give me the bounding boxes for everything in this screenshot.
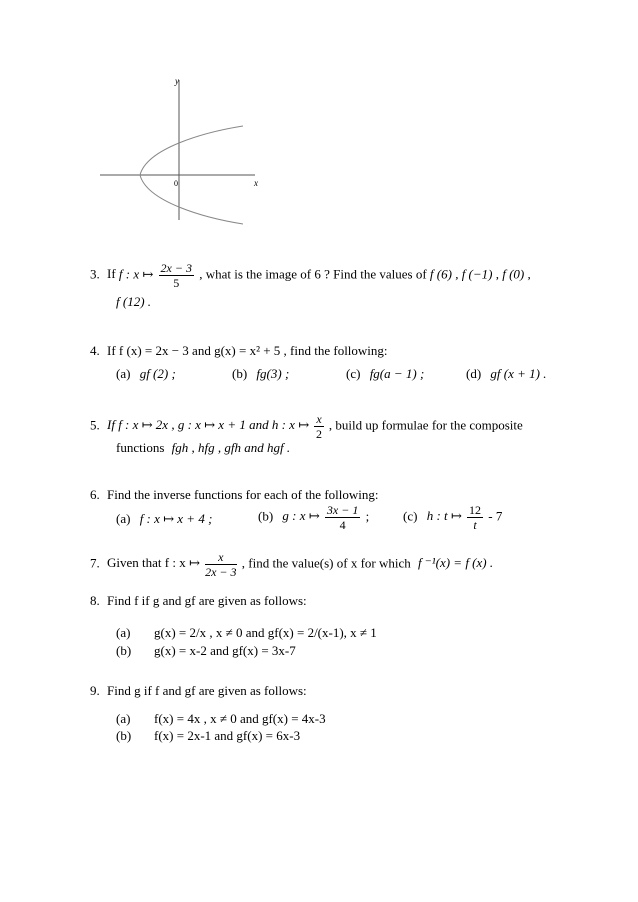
q6-c-label: (c) bbox=[403, 508, 418, 524]
q6-c-fraction bbox=[467, 504, 483, 531]
q6-a-label: (a) bbox=[116, 511, 131, 526]
q5-line2 bbox=[116, 440, 290, 456]
q4-part-label: (d) bbox=[466, 366, 482, 381]
q8-part-a bbox=[116, 625, 377, 641]
q4-part-expr: gf (2) ; bbox=[139, 366, 176, 381]
q9-part-b bbox=[116, 728, 301, 744]
q9-text: Find g if f and gf are given as follows: bbox=[107, 683, 307, 698]
q5-line2-b: fgh , hfg , gfh and hgf . bbox=[171, 440, 291, 455]
q7-fraction bbox=[205, 551, 236, 578]
q4-part-expr: fg(a − 1) ; bbox=[369, 366, 425, 381]
q4-part-d bbox=[466, 366, 546, 382]
q5-text-b: , build up formulae for the composite bbox=[328, 417, 523, 433]
question-9 bbox=[90, 683, 307, 699]
q4-part-label: (c) bbox=[346, 366, 361, 381]
q5-frac-den: 2 bbox=[316, 427, 322, 441]
q6-b-label: (b) bbox=[258, 508, 274, 524]
q6-b-suffix: ; bbox=[365, 508, 370, 524]
q6-c-num: 12 bbox=[469, 503, 482, 517]
q7-frac-num: x bbox=[205, 551, 236, 565]
q8-number: 8. bbox=[90, 593, 100, 608]
question-4 bbox=[90, 343, 388, 359]
q3-frac-den: 5 bbox=[173, 276, 180, 290]
q6-c-den: t bbox=[473, 518, 477, 532]
q4-part-b bbox=[232, 366, 289, 382]
q6-c-suffix: - 7 bbox=[488, 508, 503, 524]
q3-text-mid: , what is the image of 6 ? Find the values of bbox=[199, 266, 427, 282]
q9-part-label: (a) bbox=[116, 711, 131, 726]
q9-part-label: (b) bbox=[116, 728, 132, 743]
q5-line2-a: functions bbox=[116, 440, 165, 455]
question-8 bbox=[90, 593, 307, 609]
q6-text: Find the inverse functions for each of the following: bbox=[107, 487, 379, 502]
q4-part-label: (b) bbox=[232, 366, 248, 381]
q4-text: If f (x) = 2x − 3 and g(x) = x² + 5 , find the following: bbox=[107, 343, 388, 358]
q7-text-b: , find the value(s) of x for which bbox=[241, 555, 411, 571]
y-axis-label: y bbox=[175, 76, 179, 86]
q3-if: If bbox=[107, 266, 116, 282]
q6-part-c bbox=[403, 504, 502, 531]
q6-b-den: 4 bbox=[339, 518, 346, 532]
q8-part-expr: g(x) = x-2 and gf(x) = 3x-7 bbox=[154, 643, 296, 658]
q3-values-line1: f (6) , f (−1) , f (0) , bbox=[429, 266, 531, 282]
question-3 bbox=[90, 262, 531, 289]
q6-b-prefix: g : x ↦ bbox=[282, 508, 320, 524]
q3-frac-num: 2x − 3 bbox=[160, 261, 192, 275]
q4-part-a bbox=[116, 366, 176, 382]
q7-frac-den: 2x − 3 bbox=[205, 565, 237, 579]
q3-number: 3. bbox=[90, 266, 100, 282]
q7-equation: f ⁻¹(x) = f (x) . bbox=[418, 555, 494, 571]
q5-text-a: If f : x ↦ 2x , g : x ↦ x + 1 and h : x ↦ bbox=[107, 417, 310, 433]
q6-b-fraction bbox=[325, 504, 360, 531]
question-7 bbox=[90, 551, 493, 578]
q6-a-expr: f : x ↦ x + 4 ; bbox=[139, 511, 213, 526]
q9-number: 9. bbox=[90, 683, 100, 698]
q3-values-line2: f (12) . bbox=[116, 294, 152, 309]
q7-text-a: Given that f : x ↦ bbox=[107, 555, 200, 571]
q3-f-map: f : x ↦ bbox=[118, 266, 154, 282]
q9-part-expr: f(x) = 2x-1 and gf(x) = 6x-3 bbox=[154, 728, 301, 743]
q5-fraction bbox=[314, 413, 323, 440]
q6-part-a bbox=[116, 511, 212, 527]
q7-number: 7. bbox=[90, 555, 100, 571]
q4-part-label: (a) bbox=[116, 366, 131, 381]
q8-part-b bbox=[116, 643, 296, 659]
q6-b-num: 3x − 1 bbox=[326, 503, 359, 517]
parabola-graph bbox=[95, 70, 280, 230]
q8-part-expr: g(x) = 2/x , x ≠ 0 and gf(x) = 2/(x-1), x ≠ 1 bbox=[154, 625, 377, 640]
q6-part-b bbox=[258, 504, 369, 531]
origin-label: 0 bbox=[174, 179, 178, 188]
q4-part-c bbox=[346, 366, 424, 382]
q5-number: 5. bbox=[90, 417, 100, 433]
q8-part-label: (a) bbox=[116, 625, 131, 640]
q9-part-a bbox=[116, 711, 326, 727]
x-axis-label: x bbox=[254, 178, 258, 188]
q6-c-prefix: h : t ↦ bbox=[426, 508, 462, 524]
question-6 bbox=[90, 487, 379, 503]
q4-part-expr: fg(3) ; bbox=[256, 366, 290, 381]
q8-part-label: (b) bbox=[116, 643, 132, 658]
q5-frac-num: x bbox=[316, 412, 322, 426]
q4-part-expr: gf (x + 1) . bbox=[490, 366, 547, 381]
q6-number: 6. bbox=[90, 487, 100, 502]
q8-text: Find f if g and gf are given as follows: bbox=[107, 593, 307, 608]
question-5 bbox=[90, 413, 523, 440]
q4-number: 4. bbox=[90, 343, 100, 358]
q3-fraction bbox=[159, 262, 194, 289]
q9-part-expr: f(x) = 4x , x ≠ 0 and gf(x) = 4x-3 bbox=[154, 711, 326, 726]
